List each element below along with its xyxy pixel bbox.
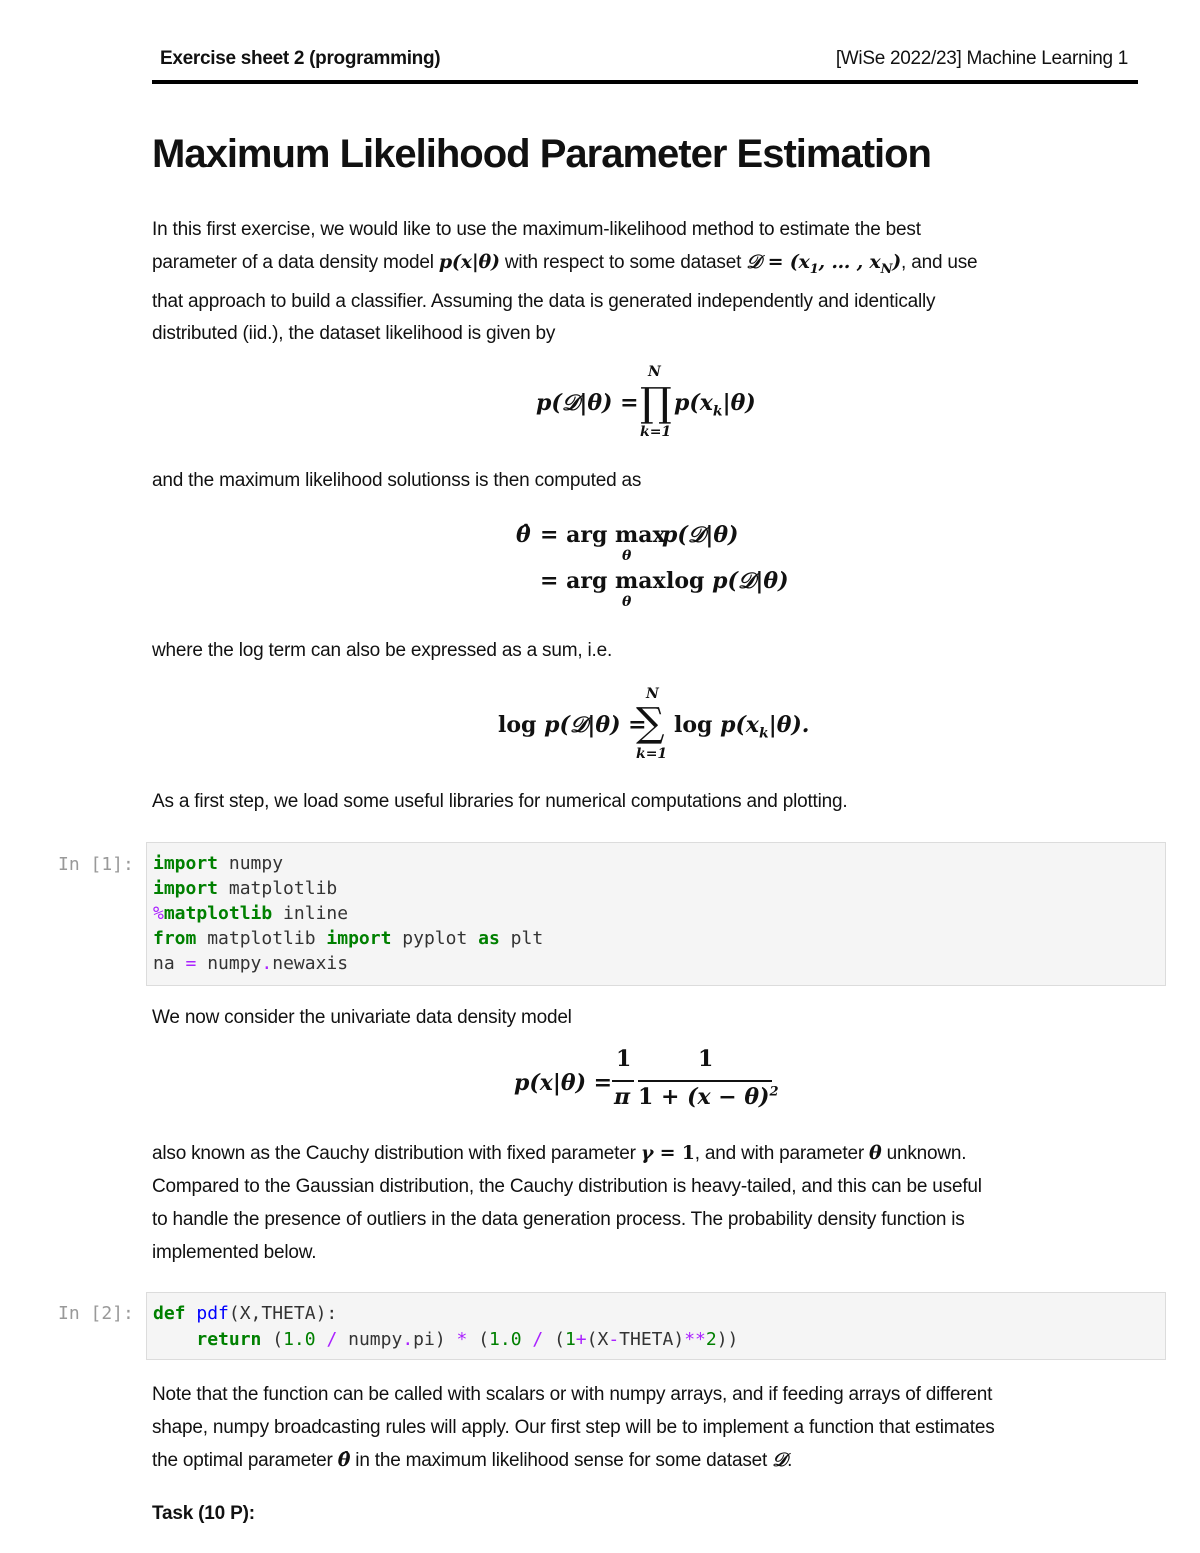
code-cell-2[interactable]	[146, 1292, 1166, 1360]
page-title: Maximum Likelihood Parameter Estimation	[152, 132, 931, 176]
libs-text: As a first step, we load some useful libraries for numerical computations and plotting.	[152, 791, 848, 812]
note-paragraph	[152, 1378, 1142, 1477]
cell-1-prompt: In [1]:	[58, 854, 134, 875]
cauchy-line-3: to handle the presence of outliers in the data generation process. The probability density function is	[152, 1209, 965, 1230]
header-right: [WiSe 2022/23] Machine Learning 1	[835, 48, 1128, 69]
intro-line-1: In this first exercise, we would like to use the maximum-likelihood method to estimate the best	[152, 219, 921, 240]
intro-line-2: parameter of a data density model p(x|θ) with respect to some dataset 𝒟 = ($x_1$, … , $x_N$), and use	[152, 251, 978, 277]
cauchy-paragraph	[152, 1137, 1142, 1269]
dataset-formula: 𝒟 = ($x_1$, … , $x_N$)	[746, 251, 902, 277]
code-line-4: from matplotlib import pyplot as plt	[153, 928, 544, 949]
header-left: Exercise sheet 2 (programming)	[160, 48, 441, 69]
code-line-def: def pdf(X,THETA):	[153, 1303, 338, 1324]
task-heading: Task (10 P):	[152, 1503, 255, 1524]
cauchy-line-2: Compared to the Gaussian distribution, the Cauchy distribution is heavy-tailed, and this can be useful	[152, 1176, 982, 1197]
page-header	[152, 44, 1138, 84]
code-line-1: import numpy	[153, 853, 284, 874]
note-line-3: the optimal parameter θ̂ in the maximum likelihood sense for some dataset 𝒟.	[152, 1449, 793, 1471]
intro-paragraph	[152, 214, 1142, 350]
intro-line-3: that approach to build a classifier. Assuming the data is generated independently and identically	[152, 290, 936, 312]
intro-line-4: distributed (iid.), the dataset likelihood is given by	[152, 322, 556, 344]
code-line-2: import matplotlib	[153, 878, 338, 899]
cell-2-prompt: In [2]:	[58, 1303, 134, 1324]
code-line-5: na = numpy.newaxis	[153, 953, 349, 974]
ml-solution-text: and the maximum likelihood solutionss is then computed as	[152, 470, 642, 491]
code-line-3: %matplotlib inline	[153, 903, 349, 924]
univariate-text: We now consider the univariate data density model	[152, 1007, 572, 1028]
note-line-2: shape, numpy broadcasting rules will apply. Our first step will be to implement a function that estimates	[152, 1417, 995, 1438]
cauchy-line-1: also known as the Cauchy distribution with fixed parameter γ = 1, and with parameter θ unknown.	[152, 1142, 967, 1164]
model-formula: p(x|θ)	[438, 251, 500, 273]
note-line-1: Note that the function can be called with scalars or with numpy arrays, and if feeding arrays of different	[152, 1384, 993, 1405]
log-sum-text: where the log term can also be expressed as a sum, i.e.	[152, 640, 613, 661]
cauchy-line-4: implemented below.	[152, 1242, 317, 1263]
code-line-return: return (1.0 / numpy.pi) * (1.0 / (1+(X-THETA)**2))	[196, 1329, 739, 1350]
code-cell-1[interactable]	[146, 842, 1166, 986]
